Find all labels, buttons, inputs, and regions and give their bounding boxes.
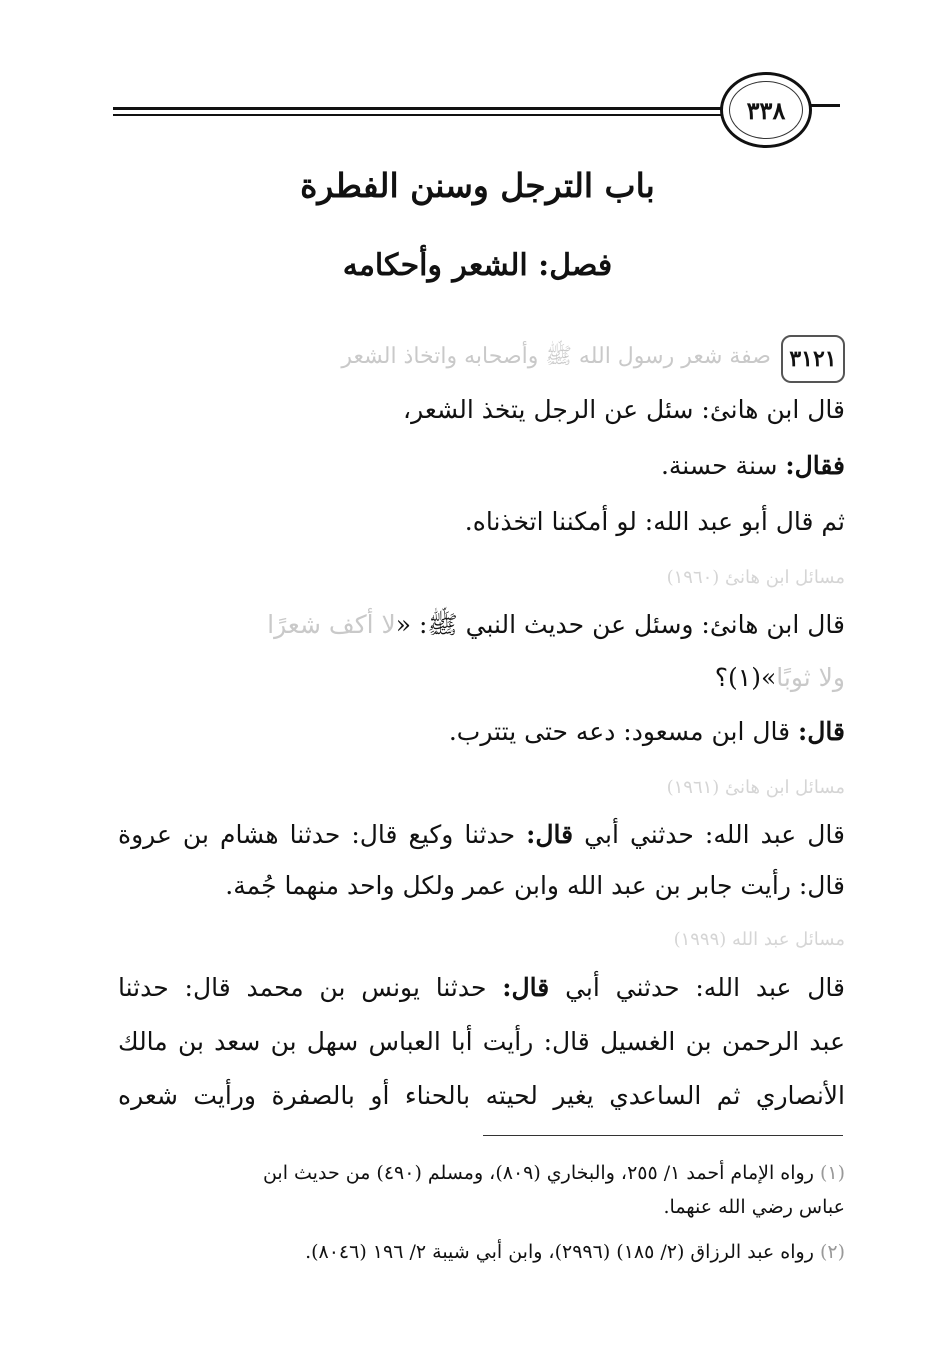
paragraph-4-line-1 <box>118 605 845 645</box>
footnote-1-line-1: رواه الإمام أحمد ١/ ٢٥٥، والبخاري (٨٠٩)، ومسلم (٤٩٠) من حديث ابن <box>262 1162 814 1184</box>
header-rule-thin <box>113 114 723 116</box>
footnote-2 <box>118 1237 845 1267</box>
footnote-marker: (١) <box>819 1162 845 1184</box>
chapter-title: باب الترجل وسنن الفطرة <box>300 166 655 205</box>
paragraph-7-text-b: حدثنا يونس بن محمد قال: حدثنا <box>118 973 503 1002</box>
paragraph-4-hadith-text-2: ولا ثوبًا <box>776 663 845 692</box>
paragraph-7-line-1 <box>118 968 845 1008</box>
section-title: فصل: الشعر وأحكامه <box>342 248 613 283</box>
paragraph-4-end: »(١)؟ <box>714 663 777 692</box>
paragraph-7-line-2: عبد الرحمن بن الغسيل قال: رأيت أبا العباس سهل بن سعد بن مالك <box>118 1027 845 1056</box>
paragraph-5-text: قال ابن مسعود: دعه حتى يتترب <box>456 717 799 746</box>
source-citation-2: مسائل ابن هانئ (١٩٦١) <box>666 777 845 798</box>
entry-number-badge: ٣١٢١ <box>781 335 845 383</box>
paragraph-6-text-b: حدثنا وكيع قال: حدثنا هشام بن عروة <box>118 820 527 849</box>
footnote-1-continuation: عباس رضي الله عنهما. <box>663 1196 845 1218</box>
speaker-label: فقال: <box>785 451 845 480</box>
paragraph-7-text-a: قال عبد الله: حدثني أبي <box>549 973 845 1002</box>
footnote-2-line-1: رواه عبد الرزاق (٢/ ١٨٥) (٢٩٩٦)، وابن أبي شيبة ٢/ ١٩٦ (٨٠٤٦). <box>305 1241 814 1263</box>
speaker-label: قال: <box>798 717 845 746</box>
paragraph-6-text-a: قال عبد الله: حدثني أبي <box>573 820 845 849</box>
paragraph-2 <box>118 446 845 486</box>
footnote-marker: (٢) <box>819 1241 845 1263</box>
paragraph-4-hadith-text: لا أكف شعرًا <box>267 610 396 639</box>
footnote-1 <box>118 1158 845 1188</box>
header-rule <box>113 107 723 110</box>
page-number: ٣٣٨ <box>720 72 812 148</box>
paragraph-5 <box>118 712 845 752</box>
entry-heading: صفة شعر رسول الله ﷺ وأصحابه واتخاذ الشعر <box>341 344 771 369</box>
speaker-label: قال: <box>502 973 550 1002</box>
paragraph-1: قال ابن هانئ: سئل عن الرجل يتخذ الشعر، <box>403 395 845 424</box>
speaker-label: قال: <box>526 820 574 849</box>
paragraph-2-text: سنة حسنة. <box>660 451 786 480</box>
paragraph-6-line-2: قال: رأيت جابر بن عبد الله وابن عمر ولكل واحد منهما جُمة. <box>225 871 845 900</box>
paragraph-7-line-3: الأنصاري ثم الساعدي يغير لحيته بالحناء أو بالصفرة ورأيت شعره <box>118 1081 845 1110</box>
source-citation-1: مسائل ابن هانئ (١٩٦٠) <box>666 567 845 588</box>
paragraph-4-text: قال ابن هانئ: وسئل عن حديث النبي ﷺ: « <box>395 610 845 639</box>
paragraph-4-line-2 <box>118 658 845 698</box>
footnote-divider <box>483 1135 843 1136</box>
paragraph-5-end: . <box>448 717 457 746</box>
paragraph-6-line-1 <box>118 815 845 855</box>
paragraph-3: ثم قال أبو عبد الله: لو أمكننا اتخذناه. <box>464 507 845 536</box>
source-citation-3: مسائل عبد الله (١٩٩٩) <box>673 929 845 950</box>
